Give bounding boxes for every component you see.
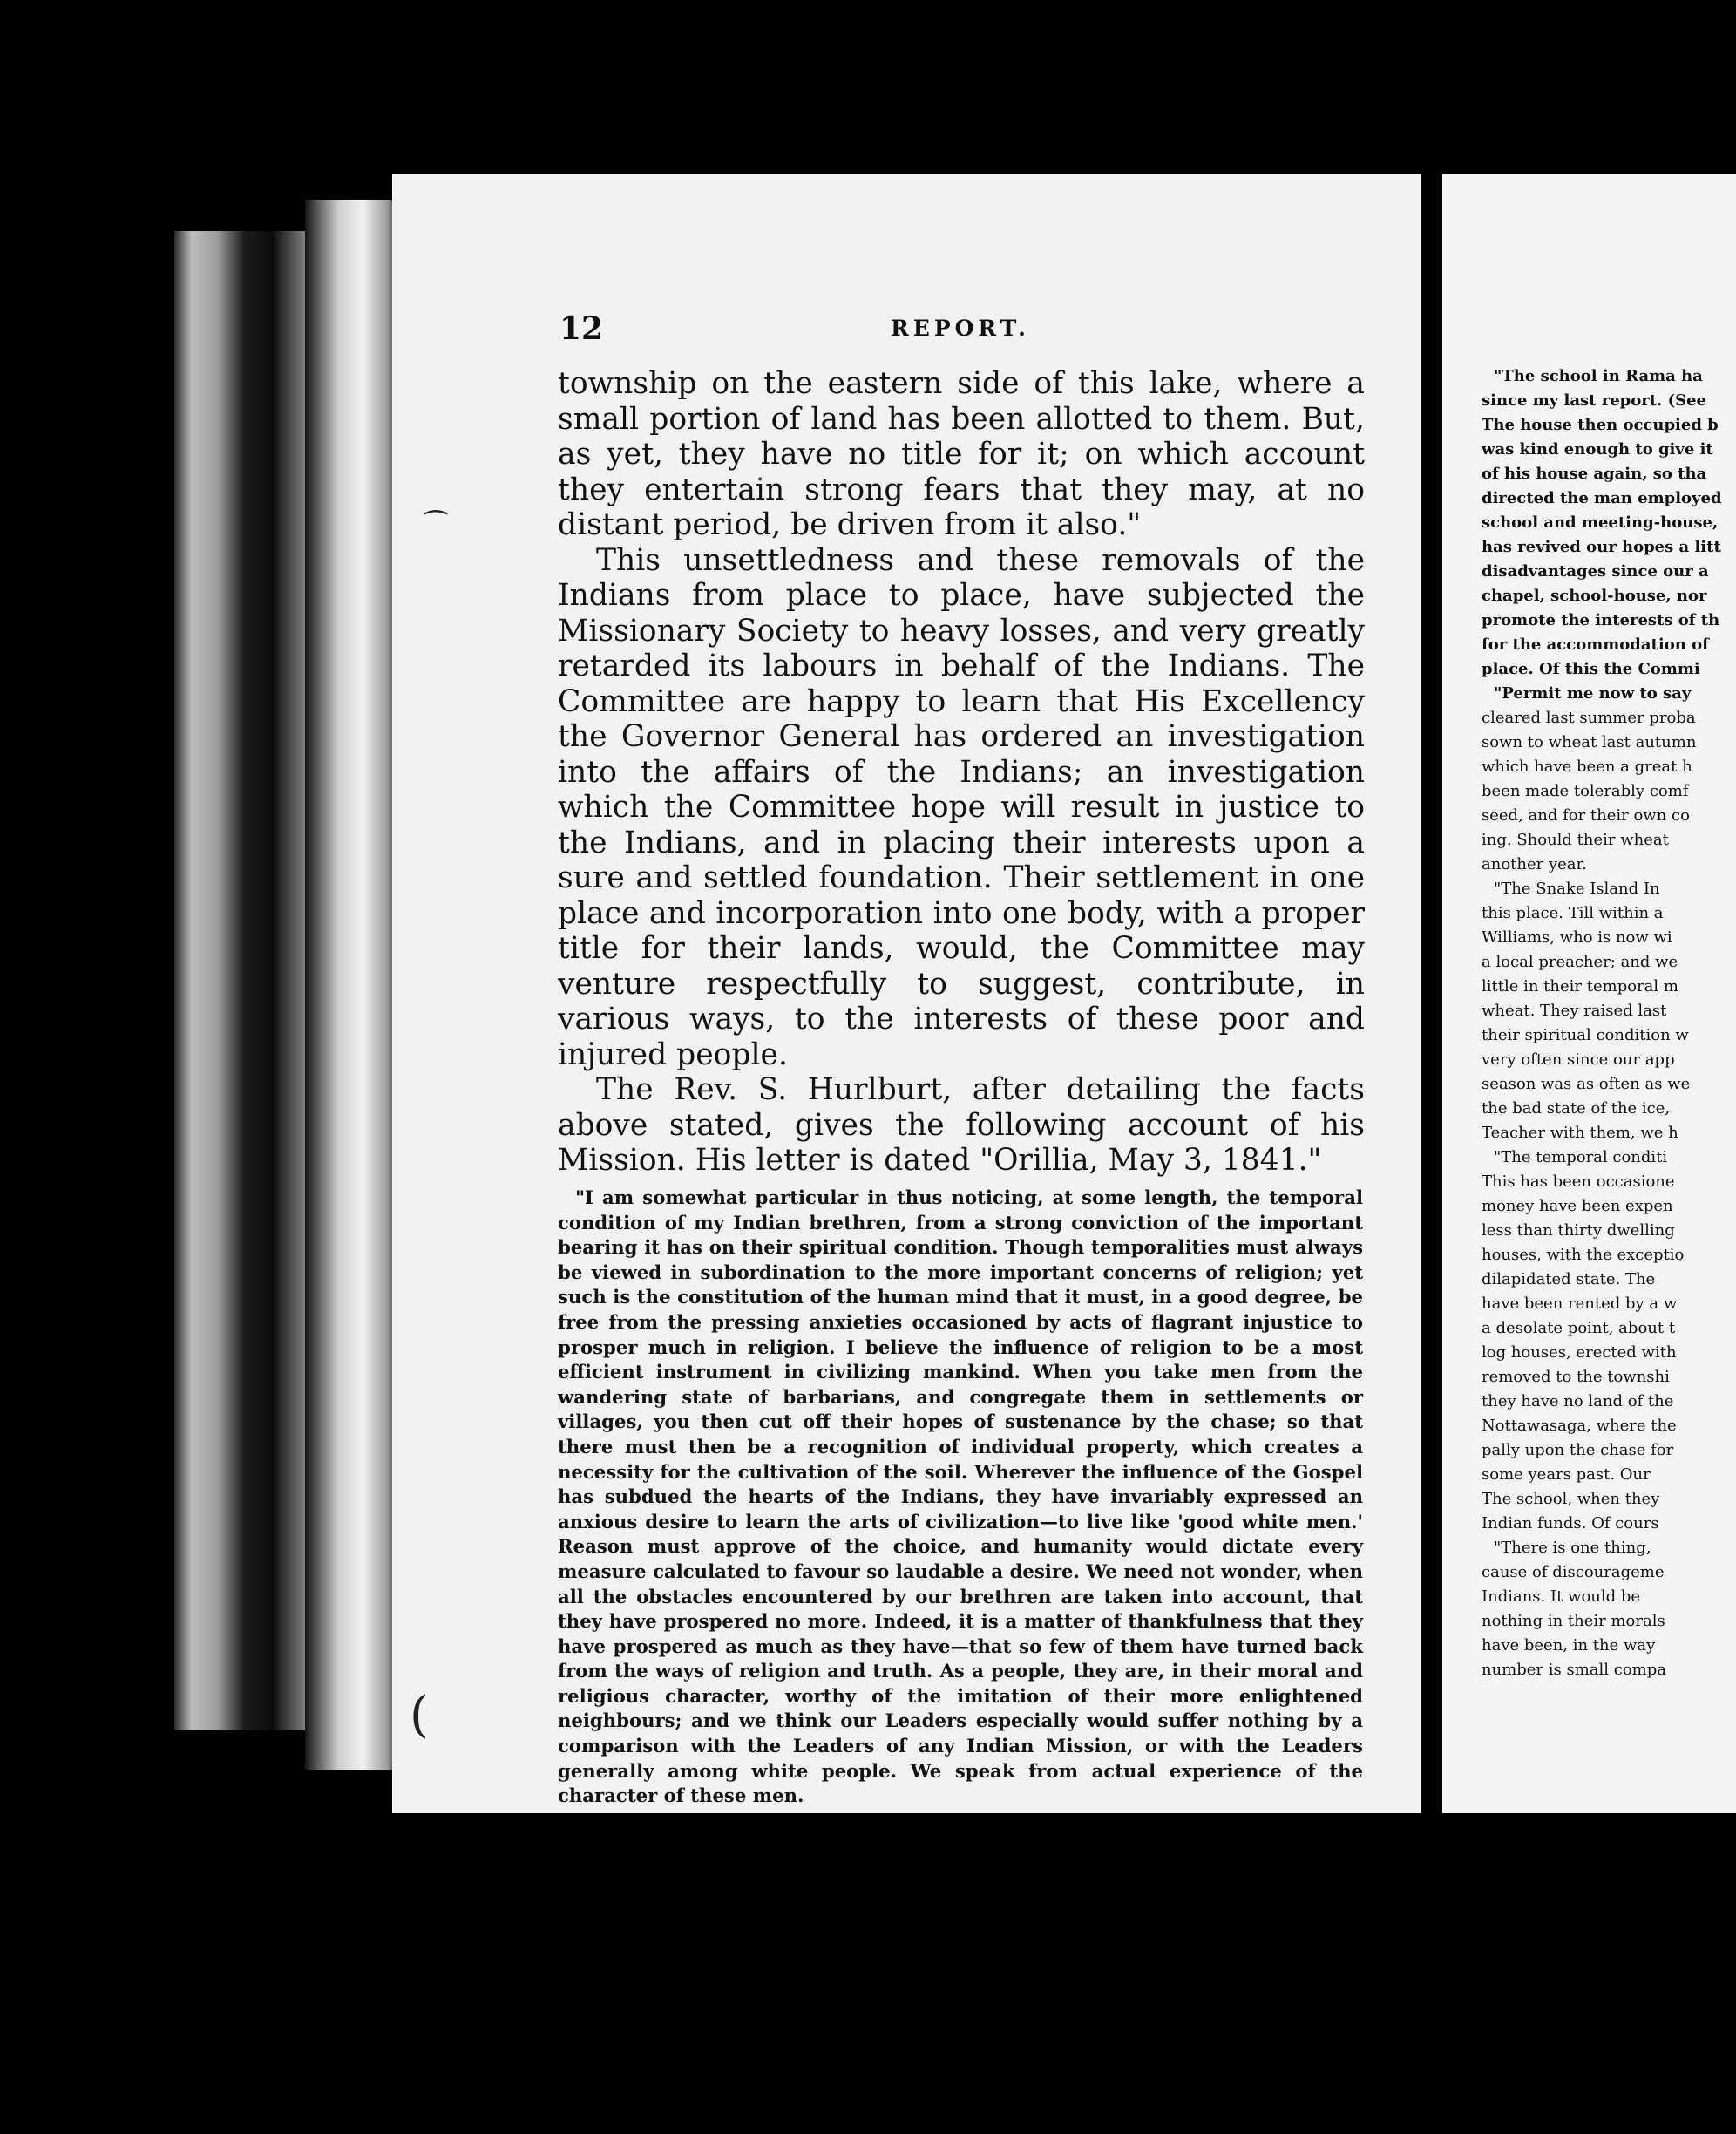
page-number: 12 — [559, 310, 604, 347]
right-page-line: have been rented by a w — [1482, 1295, 1678, 1313]
right-page-line: The house then occupied b — [1482, 416, 1719, 434]
right-page-line: houses, with the exceptio — [1482, 1246, 1685, 1264]
right-page-line: number is small compa — [1482, 1661, 1666, 1679]
right-page-line: cause of discourageme — [1482, 1563, 1665, 1581]
right-page-line: ing. Should their wheat — [1482, 831, 1669, 849]
right-page-text — [1482, 364, 1736, 1682]
right-page-line: directed the man employed — [1482, 489, 1722, 507]
right-page-line: a desolate point, about t — [1482, 1319, 1676, 1337]
right-page-line: removed to the townshi — [1482, 1368, 1670, 1386]
right-page-line: the bad state of the ice, — [1482, 1099, 1671, 1118]
quoted-letter — [558, 1186, 1363, 1809]
right-page-line: disadvantages since our a — [1482, 562, 1709, 581]
right-page-line: Teacher with them, we h — [1482, 1124, 1678, 1142]
right-page-line: pally upon the chase for — [1482, 1441, 1674, 1459]
margin-bracket: ( — [410, 1687, 429, 1743]
right-page-line: which have been a great h — [1482, 758, 1692, 776]
right-page-line: was kind enough to give it — [1482, 440, 1713, 459]
body-text — [558, 366, 1365, 1179]
right-page-line: a local preacher; and we — [1482, 953, 1678, 971]
right-page-line: school and meeting-house, — [1482, 513, 1719, 532]
right-page-line: "The Snake Island In — [1494, 880, 1660, 898]
right-page-line: season was as often as we — [1482, 1075, 1691, 1093]
right-page-line: "Permit me now to say — [1494, 684, 1692, 703]
right-page-line: very often since our app — [1482, 1050, 1675, 1069]
paragraph-3: The Rev. S. Hurlburt, after detailing the facts above stated, gives the following account of his Mission. His letter is dated "Orillia, May 3, 1841." — [558, 1072, 1365, 1178]
right-page-line: Indian funds. Of cours — [1482, 1514, 1659, 1533]
right-page-line: their spiritual condition w — [1482, 1026, 1689, 1044]
right-page-line: some years past. Our — [1482, 1465, 1651, 1484]
right-page-line: promote the interests of th — [1482, 611, 1720, 629]
paragraph-1: township on the eastern side of this lake, where a small portion of land has been allotted to them. But, as yet, they have no title for it; on which account they entertain strong fears that they may, at no distant period, be driven from it also." — [558, 366, 1365, 542]
right-page-line: have been, in the way — [1482, 1636, 1656, 1655]
page-edge — [305, 200, 401, 1770]
right-page-line: another year. — [1482, 855, 1587, 873]
right-page-line: dilapidated state. The — [1482, 1270, 1656, 1288]
right-page-line: sown to wheat last autumn — [1482, 733, 1697, 751]
right-page-line: nothing in their morals — [1482, 1612, 1665, 1630]
page-header — [559, 310, 1035, 345]
right-page-line: of his house again, so tha — [1482, 465, 1707, 483]
right-page-line: for the accommodation of — [1482, 635, 1709, 654]
right-page-line: has revived our hopes a litt — [1482, 538, 1721, 556]
right-page-line: little in their temporal m — [1482, 977, 1678, 996]
paragraph-2: This unsettledness and these removals of the Indians from place to place, have subjected the Missionary Society to heavy losses, and very greatly retarded its labours in behalf of the Indians. The Committee are happy to learn that His Excellency the Governor General has ordered an investigation into the affairs of the Indians; an investigation which the Committee hope will result in justice to the Indians, and in placing their interests upon a sure and settled foundation. Their settlement in one place and incorporation into one body, with a proper title for their lands, would, the Committee may venture respectfully to suggest, contribute, in various ways, to the interests of these poor and injured people. — [558, 542, 1365, 1072]
right-page-line: chapel, school-house, nor — [1482, 587, 1707, 605]
right-page-line: since my last report. (See — [1482, 391, 1707, 410]
right-page-line: "There is one thing, — [1494, 1539, 1651, 1557]
right-page-line: they have no land of the — [1482, 1392, 1674, 1410]
right-page-line: place. Of this the Commi — [1482, 660, 1700, 678]
right-page-line: Williams, who is now wi — [1482, 928, 1672, 947]
right-page-line: This has been occasione — [1482, 1172, 1675, 1191]
right-page-line: "The temporal conditi — [1494, 1148, 1668, 1166]
right-page-line: less than thirty dwelling — [1482, 1221, 1675, 1240]
quoted-letter-text: "I am somewhat particular in thus noticing, at some length, the temporal condition of my Indian brethren, from a strong conviction of the important bearing it has on their spiritual condition. Though temporalities must always be viewed in subordination to the more important concerns of religion; yet such is the constitution of the human mind that it must, in a good degree, be free from the pressing anxieties occasioned by acts of flagrant injustice to prosper much in religion. I believe the influence of religion to be a most efficient instrument in civilizing mankind. When you take men from the wandering state of barbarians, and congregate them in settlements or villages, you then cut off their hopes of sustenance by the chase; so that there must then be a recognition of individual property, which creates a necessity for the cultivation of the soil. Wherever the influence of the Gospel has subdued the hearts of the Indians, they have invariably expressed an anxious desire to learn the arts of civilization—to live like 'good white men.' Reason must approve of the choice, and humanity would dictate every measure calculated to favour so laudable a desire. We need not wonder, when all the obstacles encountered by our brethren are taken into account, that they have prospered no more. Indeed, it is a matter of thankfulness that they have prospered as much as they have—that so few of them have turned back from the ways of religion and truth. As a people, they are, in their moral and religious character, worthy of the imitation of their more enlightened neighbours; and we think our Leaders especially would suffer nothing by a comparison with the Leaders of any Indian Mission, or with the Leaders generally among white people. We speak from actual experience of the character of these men. — [558, 1186, 1363, 1807]
right-page-line: money have been expen — [1482, 1197, 1673, 1215]
right-page-line: cleared last summer proba — [1482, 709, 1696, 727]
right-page-line: been made tolerably comf — [1482, 782, 1689, 800]
right-page-line: this place. Till within a — [1482, 904, 1664, 922]
right-page-line: The school, when they — [1482, 1490, 1660, 1508]
right-page-line: wheat. They raised last — [1482, 1002, 1667, 1020]
right-page-line: seed, and for their own co — [1482, 806, 1690, 825]
right-page-line: log houses, erected with — [1482, 1343, 1677, 1362]
right-page-line: Nottawasaga, where the — [1482, 1417, 1677, 1435]
right-page-line: Indians. It would be — [1482, 1587, 1641, 1606]
running-head: REPORT. — [891, 316, 1030, 341]
right-page-line: "The school in Rama ha — [1494, 367, 1703, 385]
margin-mark: ⁀ — [425, 511, 447, 541]
